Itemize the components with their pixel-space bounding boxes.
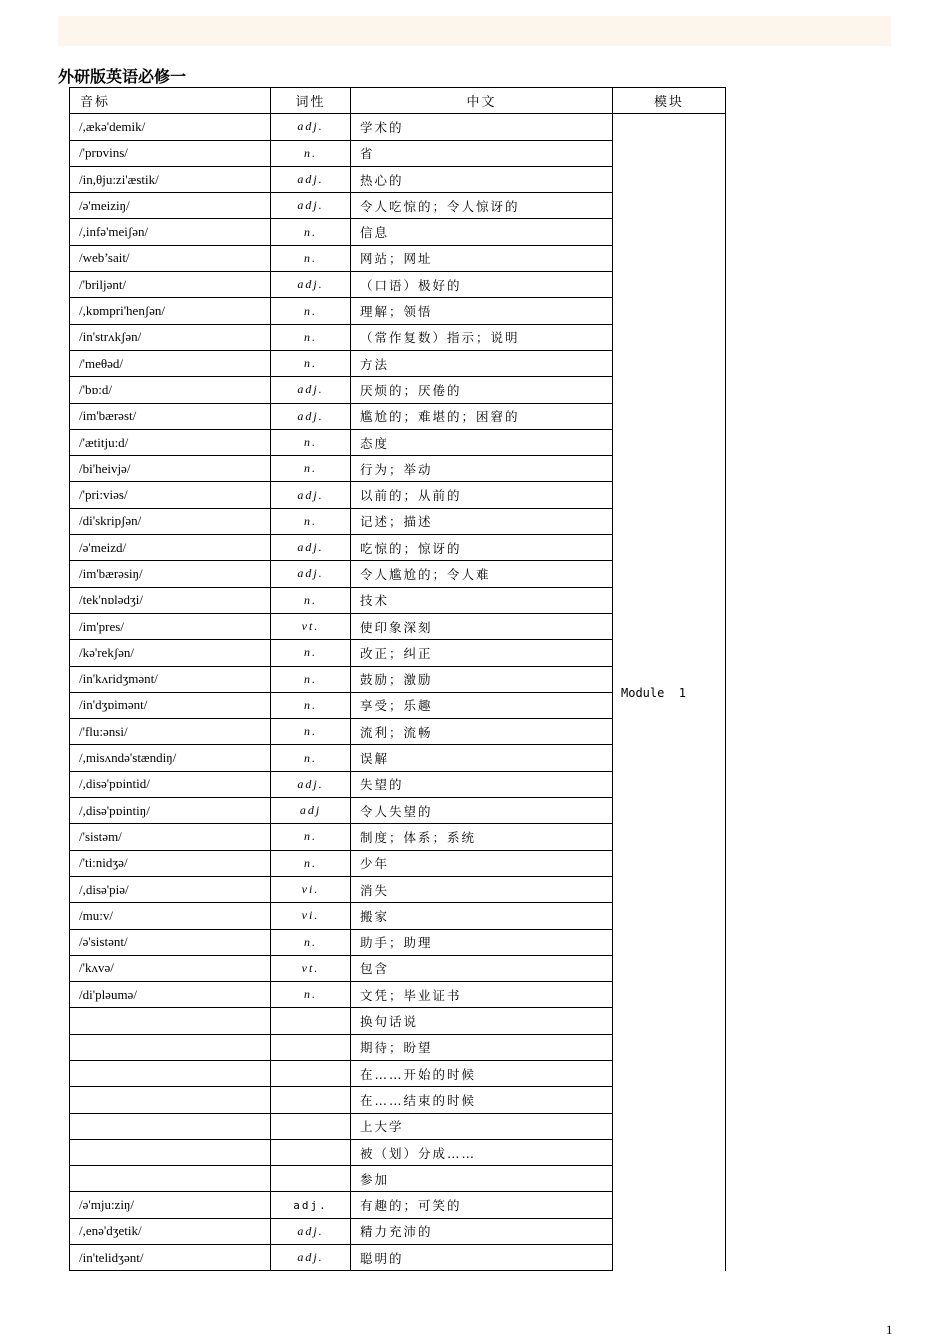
chinese-cell: 流利；流畅 bbox=[351, 719, 613, 745]
phonetic-cell: /,misʌndə'stændiŋ/ bbox=[70, 745, 271, 771]
phonetic-cell: /'pri:viəs/ bbox=[70, 482, 271, 508]
chinese-cell: 吃惊的；惊讶的 bbox=[351, 535, 613, 561]
chinese-cell: 技术 bbox=[351, 587, 613, 613]
phonetic-cell: /in'telidʒənt/ bbox=[70, 1245, 271, 1271]
phonetic-cell: /,disə'pɒintiŋ/ bbox=[70, 798, 271, 824]
chinese-cell: 上大学 bbox=[351, 1113, 613, 1139]
phonetic-cell: /in'dʒɒimənt/ bbox=[70, 692, 271, 718]
pos-cell: adj. bbox=[271, 272, 351, 298]
pos-cell bbox=[271, 1087, 351, 1113]
chinese-cell: 搬家 bbox=[351, 903, 613, 929]
pos-cell: adj. bbox=[271, 771, 351, 797]
pos-cell: adj. bbox=[271, 114, 351, 140]
phonetic-cell: /ə'meiziŋ/ bbox=[70, 193, 271, 219]
phonetic-cell: /,disə'piə/ bbox=[70, 876, 271, 902]
phonetic-cell: /in'kʌridʒmənt/ bbox=[70, 666, 271, 692]
chinese-cell: 精力充沛的 bbox=[351, 1218, 613, 1244]
chinese-cell: 态度 bbox=[351, 429, 613, 455]
phonetic-cell: /im'bærəst/ bbox=[70, 403, 271, 429]
phonetic-cell: /im'pres/ bbox=[70, 613, 271, 639]
document-title: 外研版英语必修一 bbox=[58, 67, 187, 86]
pos-cell: n. bbox=[271, 929, 351, 955]
chinese-cell: 享受；乐趣 bbox=[351, 692, 613, 718]
phonetic-cell bbox=[70, 1008, 271, 1034]
table-body bbox=[70, 114, 726, 1271]
chinese-cell: 包含 bbox=[351, 955, 613, 981]
chinese-cell: 消失 bbox=[351, 876, 613, 902]
pos-cell: n. bbox=[271, 324, 351, 350]
chinese-cell: 助手；助理 bbox=[351, 929, 613, 955]
chinese-cell: 在……开始的时候 bbox=[351, 1060, 613, 1086]
phonetic-cell: /'ætitju:d/ bbox=[70, 429, 271, 455]
pos-cell: n. bbox=[271, 508, 351, 534]
chinese-cell: 有趣的；可笑的 bbox=[351, 1192, 613, 1218]
pos-cell: vt. bbox=[271, 955, 351, 981]
header-module: 模块 bbox=[613, 88, 726, 114]
chinese-cell: 换句话说 bbox=[351, 1008, 613, 1034]
chinese-cell: 文凭；毕业证书 bbox=[351, 982, 613, 1008]
pos-cell: n. bbox=[271, 640, 351, 666]
chinese-cell: 方法 bbox=[351, 350, 613, 376]
phonetic-cell: /'meθəd/ bbox=[70, 350, 271, 376]
pos-cell: vi. bbox=[271, 903, 351, 929]
pos-cell: n. bbox=[271, 587, 351, 613]
chinese-cell: 理解；领悟 bbox=[351, 298, 613, 324]
chinese-cell: 以前的；从前的 bbox=[351, 482, 613, 508]
pos-cell: adj bbox=[271, 798, 351, 824]
chinese-cell: 行为；举动 bbox=[351, 456, 613, 482]
pos-cell: adj. bbox=[271, 482, 351, 508]
chinese-cell: 网站；网址 bbox=[351, 245, 613, 271]
phonetic-cell: /ə'mju:ziŋ/ bbox=[70, 1192, 271, 1218]
phonetic-cell bbox=[70, 1166, 271, 1192]
chinese-cell: 在……结束的时候 bbox=[351, 1087, 613, 1113]
chinese-cell: （常作复数）指示；说明 bbox=[351, 324, 613, 350]
chinese-cell: 改正；纠正 bbox=[351, 640, 613, 666]
phonetic-cell: /,enə'dʒetik/ bbox=[70, 1218, 271, 1244]
phonetic-cell: /'sistəm/ bbox=[70, 824, 271, 850]
chinese-cell: 鼓励；激励 bbox=[351, 666, 613, 692]
pos-cell: adj. bbox=[271, 1218, 351, 1244]
phonetic-cell bbox=[70, 1139, 271, 1165]
phonetic-cell: /di'pləumə/ bbox=[70, 982, 271, 1008]
phonetic-cell: /,ækə'demik/ bbox=[70, 114, 271, 140]
phonetic-cell: /tek'nɒlədʒi/ bbox=[70, 587, 271, 613]
chinese-cell: 厌烦的；厌倦的 bbox=[351, 377, 613, 403]
pos-cell bbox=[271, 1034, 351, 1060]
chinese-cell: 令人失望的 bbox=[351, 798, 613, 824]
pos-cell bbox=[271, 1113, 351, 1139]
phonetic-cell: /kə'rekʃən/ bbox=[70, 640, 271, 666]
pos-cell: n. bbox=[271, 824, 351, 850]
chinese-cell: 被（划）分成…… bbox=[351, 1139, 613, 1165]
pos-cell: n. bbox=[271, 456, 351, 482]
phonetic-cell: /ə'meizd/ bbox=[70, 535, 271, 561]
phonetic-cell: /'prɒvins/ bbox=[70, 140, 271, 166]
chinese-cell: 记述；描述 bbox=[351, 508, 613, 534]
pos-cell: adj. bbox=[271, 561, 351, 587]
pos-cell bbox=[271, 1166, 351, 1192]
vocabulary-table bbox=[69, 87, 726, 1271]
chinese-cell: 少年 bbox=[351, 850, 613, 876]
pos-cell: n. bbox=[271, 719, 351, 745]
page-number: 1 bbox=[886, 1322, 893, 1337]
phonetic-cell: /'briljənt/ bbox=[70, 272, 271, 298]
phonetic-cell bbox=[70, 1087, 271, 1113]
chinese-cell: 令人吃惊的；令人惊讶的 bbox=[351, 193, 613, 219]
chinese-cell: 参加 bbox=[351, 1166, 613, 1192]
phonetic-cell bbox=[70, 1034, 271, 1060]
pos-cell: n. bbox=[271, 140, 351, 166]
module-cell: Module 1 bbox=[613, 114, 726, 1271]
pos-cell: vi. bbox=[271, 876, 351, 902]
pos-cell bbox=[271, 1060, 351, 1086]
pos-cell: vt. bbox=[271, 613, 351, 639]
chinese-cell: 令人尴尬的；令人难 bbox=[351, 561, 613, 587]
pos-cell: n. bbox=[271, 350, 351, 376]
pos-cell: n. bbox=[271, 219, 351, 245]
phonetic-cell: /in'strʌkʃən/ bbox=[70, 324, 271, 350]
pos-cell: n. bbox=[271, 850, 351, 876]
phonetic-cell bbox=[70, 1060, 271, 1086]
chinese-cell: 热心的 bbox=[351, 166, 613, 192]
pos-cell: n. bbox=[271, 245, 351, 271]
phonetic-cell: /'bɒ:d/ bbox=[70, 377, 271, 403]
chinese-cell: 误解 bbox=[351, 745, 613, 771]
pos-cell: n. bbox=[271, 745, 351, 771]
pos-cell: adj. bbox=[271, 403, 351, 429]
pos-cell: adj. bbox=[271, 1192, 351, 1218]
pos-cell: n. bbox=[271, 666, 351, 692]
chinese-cell: 省 bbox=[351, 140, 613, 166]
phonetic-cell: /,infə'meiʃən/ bbox=[70, 219, 271, 245]
phonetic-cell: /ə'sistənt/ bbox=[70, 929, 271, 955]
phonetic-cell: /,kɒmpri'henʃən/ bbox=[70, 298, 271, 324]
chinese-cell: 聪明的 bbox=[351, 1245, 613, 1271]
table-header-row bbox=[70, 88, 726, 114]
phonetic-cell bbox=[70, 1113, 271, 1139]
header-chinese: 中文 bbox=[351, 88, 613, 114]
chinese-cell: 学术的 bbox=[351, 114, 613, 140]
pos-cell: n. bbox=[271, 429, 351, 455]
header-phonetic: 音标 bbox=[70, 88, 271, 114]
phonetic-cell: /'kʌvə/ bbox=[70, 955, 271, 981]
pos-cell: n. bbox=[271, 982, 351, 1008]
phonetic-cell: /mu:v/ bbox=[70, 903, 271, 929]
pos-cell: adj. bbox=[271, 535, 351, 561]
pos-cell bbox=[271, 1008, 351, 1034]
chinese-cell: 尴尬的；难堪的；困窘的 bbox=[351, 403, 613, 429]
pos-cell: adj. bbox=[271, 193, 351, 219]
phonetic-cell: /'ti:nidʒə/ bbox=[70, 850, 271, 876]
header-pos: 词性 bbox=[271, 88, 351, 114]
pos-cell: n. bbox=[271, 692, 351, 718]
chinese-cell: 信息 bbox=[351, 219, 613, 245]
chinese-cell: 制度；体系；系统 bbox=[351, 824, 613, 850]
phonetic-cell: /in,θju:zi'æstik/ bbox=[70, 166, 271, 192]
phonetic-cell: /im'bærəsiŋ/ bbox=[70, 561, 271, 587]
header-band bbox=[58, 16, 891, 46]
phonetic-cell: /bi'heivjə/ bbox=[70, 456, 271, 482]
pos-cell: adj. bbox=[271, 377, 351, 403]
pos-cell: n. bbox=[271, 298, 351, 324]
chinese-cell: （口语）极好的 bbox=[351, 272, 613, 298]
pos-cell: adj. bbox=[271, 166, 351, 192]
chinese-cell: 使印象深刻 bbox=[351, 613, 613, 639]
chinese-cell: 失望的 bbox=[351, 771, 613, 797]
phonetic-cell: /di'skripʃən/ bbox=[70, 508, 271, 534]
phonetic-cell: /,disə'pɒintid/ bbox=[70, 771, 271, 797]
table-row bbox=[70, 114, 726, 140]
pos-cell: adj. bbox=[271, 1245, 351, 1271]
phonetic-cell: /'flu:ənsi/ bbox=[70, 719, 271, 745]
phonetic-cell: /web’sait/ bbox=[70, 245, 271, 271]
pos-cell bbox=[271, 1139, 351, 1165]
chinese-cell: 期待；盼望 bbox=[351, 1034, 613, 1060]
